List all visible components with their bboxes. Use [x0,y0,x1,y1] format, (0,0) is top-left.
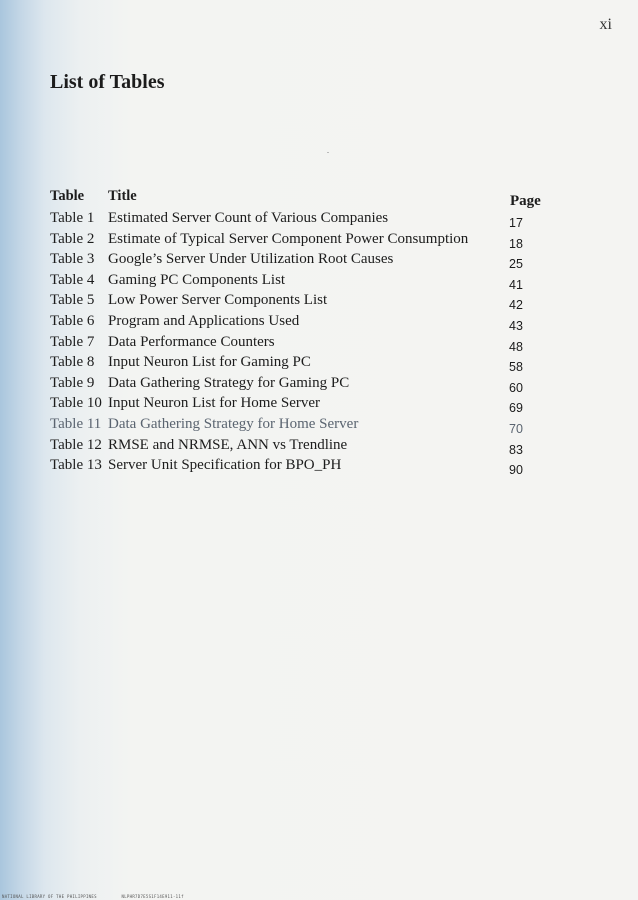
table-page: 41 [509,277,523,292]
column-header-title: Title [108,188,137,204]
table-number: Table 4 [50,271,95,288]
list-item [50,416,610,437]
table-page: 69 [509,401,523,416]
table-number: Table 1 [50,210,95,226]
list-item [50,457,610,478]
table-title: Data Performance Counters [108,333,275,350]
table-list [50,210,610,478]
table-title: Data Gathering Strategy for Gaming PC [108,374,350,391]
library-stamp: NATIONAL LIBRARY OF THE PHILIPPINES [2,894,97,899]
table-title: Gaming PC Components List [108,271,286,288]
table-title: Google’s Server Under Utilization Root Causes [108,251,394,268]
table-page: 17 [509,216,523,230]
list-item [50,375,610,396]
table-page: 25 [509,257,523,272]
table-page: 70 [509,421,523,436]
table-title: RMSE and NRMSE, ANN vs Trendline [108,436,348,453]
page-number: xi [599,16,612,33]
list-item [50,210,610,231]
table-page: 83 [509,442,523,457]
list-item [50,313,610,334]
table-page: 60 [509,380,523,395]
list-item [50,292,610,313]
column-header-table: Table [50,188,85,204]
table-title: Program and Applications Used [108,312,300,329]
list-item [50,354,610,375]
list-item [50,334,610,355]
table-title: Data Gathering Strategy for Home Server [108,415,359,432]
table-title: Low Power Server Components List [108,292,328,309]
list-item [50,251,610,272]
table-page: 18 [509,236,523,251]
table-number: Table 12 [50,436,102,453]
table-page: 90 [509,463,523,478]
table-number: Table 5 [50,292,95,309]
list-item [50,437,610,458]
table-number: Table 9 [50,374,95,391]
list-item [50,272,610,293]
table-number: Table 13 [50,457,102,474]
scan-code: NLPHR7D7E5S1F14E911-11f [121,894,184,899]
table-title: Estimate of Typical Server Component Power Consumption [108,230,469,247]
table-title: Estimated Server Count of Various Companies [108,210,389,226]
table-number: Table 7 [50,333,95,350]
table-page: 48 [509,339,523,354]
table-title: Server Unit Specification for BPO_PH [108,457,342,474]
table-page: 58 [509,360,523,375]
table-number: Table 8 [50,354,95,371]
table-title: Input Neuron List for Home Server [108,395,321,412]
table-page: 42 [509,298,523,313]
scan-speck [327,152,329,153]
column-header-page: Page [510,193,541,209]
table-page: 43 [509,318,523,333]
page-title: List of Tables [50,71,165,93]
list-item [50,395,610,416]
list-item [50,231,610,252]
table-number: Table 2 [50,230,95,247]
table-number: Table 10 [50,395,102,412]
table-title: Input Neuron List for Gaming PC [108,354,311,371]
table-number: Table 6 [50,312,95,329]
table-number: Table 3 [50,251,95,268]
table-number: Table 11 [50,415,102,432]
scan-footer [2,894,206,899]
